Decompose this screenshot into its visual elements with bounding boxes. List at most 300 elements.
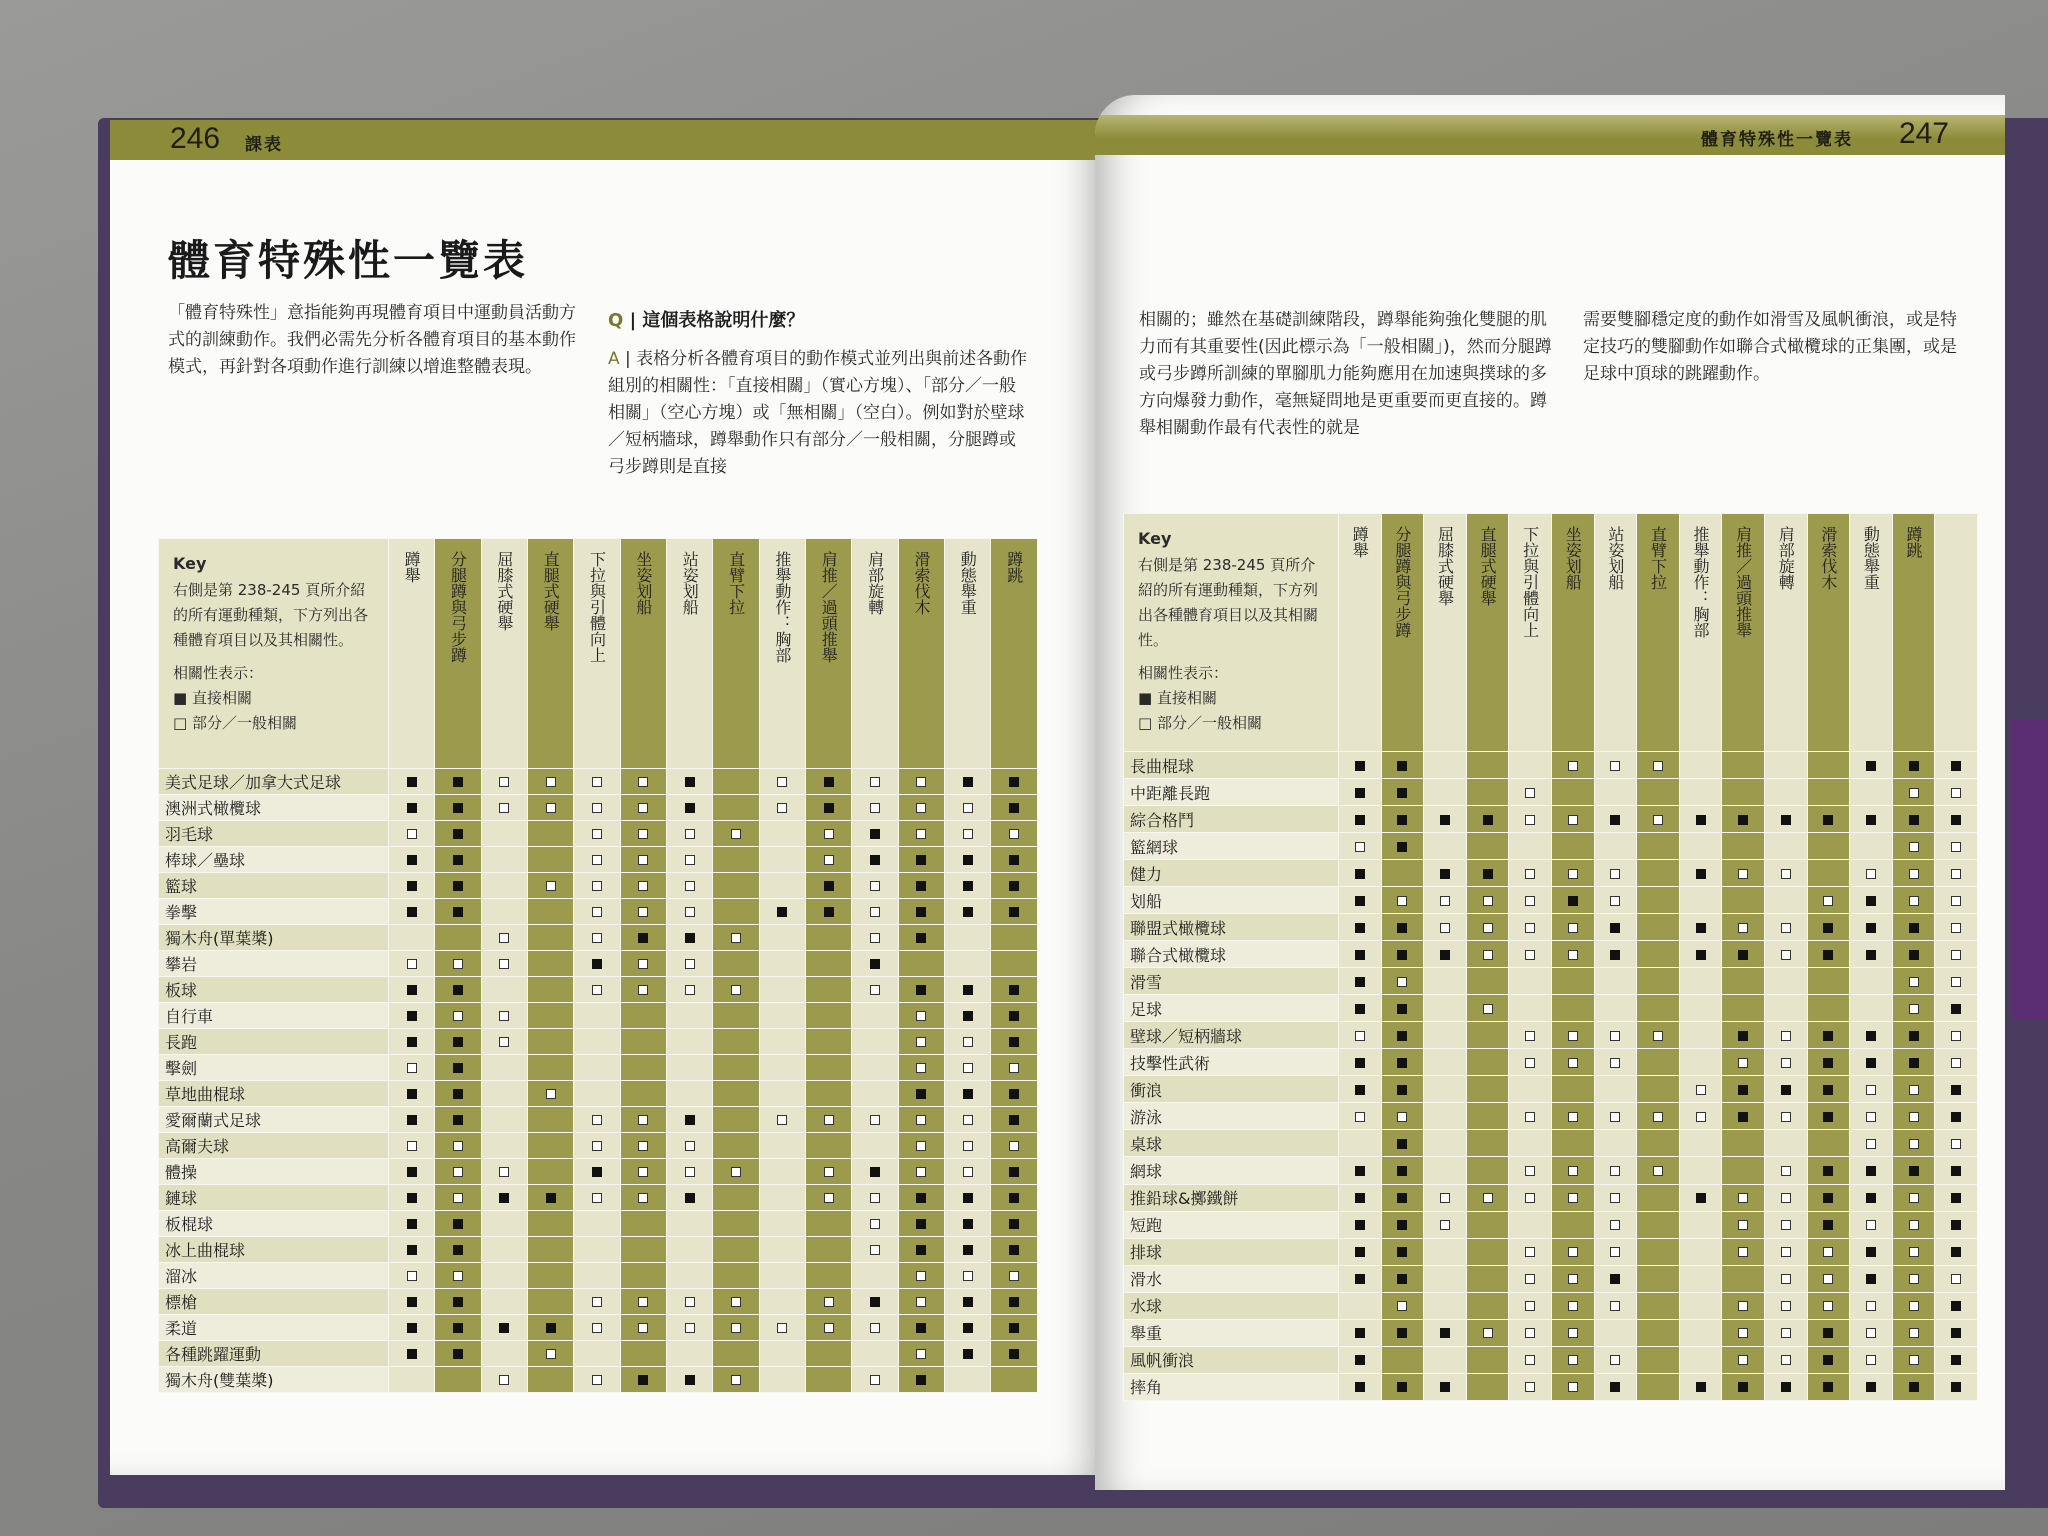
legend-direct-label: 直接相關 (191, 689, 252, 707)
relevance-cell (1594, 1103, 1637, 1130)
key-description: 右側是第 238-245 頁所介紹的所有運動種類，下方列出各種體育項目以及其相關性。 (173, 581, 369, 649)
relevance-cell (389, 1367, 435, 1393)
relevance-cell (1807, 914, 1850, 941)
legend-partial-label: 部分／一般相關 (1156, 714, 1262, 732)
relevance-cell (852, 1081, 898, 1107)
relevance-cell (852, 1367, 898, 1393)
relevance-cell (620, 795, 666, 821)
relevance-cell (1594, 995, 1637, 1022)
relevance-cell (1807, 1076, 1850, 1103)
direct-relevance-mark (499, 1323, 509, 1333)
partial-relevance-mark (1525, 1193, 1535, 1203)
direct-relevance-mark (407, 1193, 417, 1203)
partial-relevance-mark (1909, 1112, 1919, 1122)
relevance-cell (1509, 1157, 1552, 1184)
relevance-cell (528, 1029, 574, 1055)
partial-relevance-mark (638, 1141, 648, 1151)
table-row (159, 1107, 1038, 1133)
relevance-cell (435, 899, 481, 925)
column-header (620, 539, 666, 769)
relevance-cell (1637, 1211, 1680, 1238)
column-header (1850, 514, 1893, 752)
table-row (1124, 1265, 1978, 1292)
relevance-cell (1339, 968, 1382, 995)
partial-relevance-mark (1738, 1355, 1748, 1365)
partial-relevance-mark (1397, 896, 1407, 906)
direct-relevance-mark (1866, 1166, 1876, 1176)
relevance-cell (1509, 752, 1552, 779)
relevance-cell (1509, 833, 1552, 860)
relevance-cell (852, 1263, 898, 1289)
relevance-cell (1850, 1130, 1893, 1157)
relevance-cell (1551, 1022, 1594, 1049)
sport-name: 籃球 (159, 873, 389, 899)
sport-name: 棒球／壘球 (159, 847, 389, 873)
direct-relevance-mark (1009, 1115, 1019, 1125)
relevance-cell (1722, 1211, 1765, 1238)
relevance-cell (806, 925, 852, 951)
relevance-cell (1381, 1265, 1424, 1292)
partial-relevance-mark (1909, 1139, 1919, 1149)
direct-relevance-mark (1009, 1245, 1019, 1255)
relevance-cell (898, 925, 944, 951)
relevance-cell (1466, 968, 1509, 995)
relevance-cell (1679, 941, 1722, 968)
relevance-cell (898, 1341, 944, 1367)
sport-name: 柔道 (159, 1315, 389, 1341)
direct-relevance-mark (1951, 1328, 1961, 1338)
relevance-cell (389, 769, 435, 795)
relevance-cell (1551, 806, 1594, 833)
relevance-cell (945, 1367, 991, 1393)
direct-relevance-mark (1397, 1247, 1407, 1257)
relevance-cell (435, 1211, 481, 1237)
relevance-cell (1594, 1049, 1637, 1076)
relevance-cell (1509, 1292, 1552, 1319)
left-section-label: 課表 (245, 135, 283, 155)
direct-relevance-mark (453, 1063, 463, 1073)
relevance-cell (1935, 1373, 1978, 1400)
partial-relevance-mark (1483, 923, 1493, 933)
relevance-cell (1551, 1076, 1594, 1103)
relevance-cell (1764, 1373, 1807, 1400)
direct-relevance-mark (1909, 761, 1919, 771)
relevance-cell (1892, 887, 1935, 914)
relevance-cell (1339, 887, 1382, 914)
direct-relevance-mark (1951, 1112, 1961, 1122)
partial-relevance-mark (546, 1349, 556, 1359)
relevance-cell (435, 1159, 481, 1185)
direct-relevance-mark (916, 985, 926, 995)
partial-relevance-mark (1483, 1328, 1493, 1338)
table-row (1124, 1292, 1978, 1319)
sport-name: 美式足球／加拿大式足球 (159, 769, 389, 795)
relevance-cell (945, 1341, 991, 1367)
relevance-cell (1424, 1157, 1467, 1184)
relevance-cell (620, 977, 666, 1003)
column-header-label: 屈膝式硬舉 (494, 551, 514, 631)
sport-name: 綜合格鬥 (1124, 806, 1339, 833)
column-header-label: 坐姿划船 (633, 551, 653, 615)
partial-relevance-mark (1440, 1193, 1450, 1203)
partial-relevance-mark (1397, 1112, 1407, 1122)
column-header-label: 肩推／過頭推舉 (819, 551, 839, 663)
direct-relevance-mark (1610, 1274, 1620, 1284)
relevance-cell (574, 1107, 620, 1133)
partial-relevance-mark (1866, 1328, 1876, 1338)
relevance-cell (898, 1029, 944, 1055)
relevance-cell (528, 977, 574, 1003)
relevance-cell (1466, 1157, 1509, 1184)
relevance-cell (1807, 1157, 1850, 1184)
relevance-cell (759, 1003, 805, 1029)
relevance-cell (1424, 1103, 1467, 1130)
partial-relevance-mark (453, 1193, 463, 1203)
relevance-cell (481, 1107, 527, 1133)
partial-relevance-mark (453, 1271, 463, 1281)
sport-name: 各種跳躍運動 (159, 1341, 389, 1367)
relevance-cell (435, 1185, 481, 1211)
relevance-cell (574, 847, 620, 873)
sport-name: 短跑 (1124, 1211, 1339, 1238)
sport-name: 拳擊 (159, 899, 389, 925)
relevance-cell (1892, 1184, 1935, 1211)
column-header-label: 蹲舉 (1350, 526, 1370, 558)
partial-relevance-mark (638, 959, 648, 969)
relevance-cell (574, 925, 620, 951)
direct-relevance-mark (1866, 761, 1876, 771)
partial-relevance-mark (963, 803, 973, 813)
relevance-cell (1509, 860, 1552, 887)
direct-relevance-mark (916, 1193, 926, 1203)
partial-relevance-mark (1610, 1112, 1620, 1122)
relevance-cell (1594, 1076, 1637, 1103)
relevance-cell (1424, 995, 1467, 1022)
sport-name: 擊劍 (159, 1055, 389, 1081)
direct-relevance-mark (870, 1167, 880, 1177)
relevance-cell (991, 1003, 1038, 1029)
partial-relevance-mark (824, 829, 834, 839)
relevance-cell (1722, 1184, 1765, 1211)
direct-relevance-mark (1738, 1112, 1748, 1122)
key-title: Key (1138, 529, 1172, 548)
partial-relevance-mark (1951, 842, 1961, 852)
relevance-cell (574, 1367, 620, 1393)
relevance-cell (1509, 887, 1552, 914)
partial-relevance-mark (1568, 923, 1578, 933)
relevance-cell (945, 1055, 991, 1081)
partial-relevance-mark (592, 1323, 602, 1333)
direct-relevance-mark (1397, 923, 1407, 933)
table-row (159, 925, 1038, 951)
table-row (1124, 860, 1978, 887)
direct-relevance-mark (916, 881, 926, 891)
relevance-cell (713, 951, 759, 977)
relevance-cell (1807, 833, 1850, 860)
relevance-cell (1381, 1157, 1424, 1184)
relevance-cell (389, 1263, 435, 1289)
relevance-cell (481, 1315, 527, 1341)
relevance-cell (1807, 1130, 1850, 1157)
relevance-cell (1466, 1184, 1509, 1211)
partial-relevance-mark (1568, 869, 1578, 879)
table-row (1124, 752, 1978, 779)
relevance-cell (1509, 914, 1552, 941)
partial-relevance-mark (546, 803, 556, 813)
relevance-cell (1551, 833, 1594, 860)
direct-relevance-mark (1909, 1382, 1919, 1392)
column-header (435, 539, 481, 769)
relevance-cell (667, 1367, 713, 1393)
relevance-cell (1424, 833, 1467, 860)
partial-relevance-mark (407, 959, 417, 969)
relevance-cell (1381, 806, 1424, 833)
relevance-cell (620, 769, 666, 795)
relevance-cell (528, 769, 574, 795)
relevance-cell (574, 1315, 620, 1341)
relevance-cell (1892, 1211, 1935, 1238)
partial-relevance-mark (1525, 1274, 1535, 1284)
table-row (1124, 995, 1978, 1022)
partial-relevance-mark (1738, 1301, 1748, 1311)
relevance-cell (1339, 752, 1382, 779)
partial-relevance-mark (638, 1297, 648, 1307)
direct-relevance-mark (963, 1323, 973, 1333)
partial-relevance-mark (870, 881, 880, 891)
direct-relevance-mark (1823, 1382, 1833, 1392)
relevance-cell (1637, 806, 1680, 833)
direct-relevance-mark (1823, 1031, 1833, 1041)
relevance-cell (528, 899, 574, 925)
relevance-cell (1764, 995, 1807, 1022)
relevance-cell (713, 1211, 759, 1237)
relevance-cell (667, 1211, 713, 1237)
relevance-cell (1892, 806, 1935, 833)
relevance-cell (1637, 1292, 1680, 1319)
relevance-cell (1764, 941, 1807, 968)
right-section-label: 體育特殊性一覽表 (1701, 130, 1853, 150)
relevance-cell (1339, 941, 1382, 968)
relevance-cell (574, 1055, 620, 1081)
partial-relevance-mark (1568, 1193, 1578, 1203)
relevance-cell (1381, 833, 1424, 860)
relevance-cell (713, 1003, 759, 1029)
direct-relevance-mark (1909, 1166, 1919, 1176)
relevance-cell (667, 1237, 713, 1263)
partial-relevance-mark (777, 1115, 787, 1125)
relevance-cell (991, 1211, 1038, 1237)
column-header (1551, 514, 1594, 752)
partial-relevance-mark (1951, 896, 1961, 906)
relevance-cell (1679, 968, 1722, 995)
sport-name: 排球 (1124, 1238, 1339, 1265)
relevance-cell (620, 1211, 666, 1237)
relevance-cell (759, 769, 805, 795)
relevance-cell (1551, 1130, 1594, 1157)
partial-relevance-mark (1568, 1355, 1578, 1365)
direct-relevance-mark (1009, 777, 1019, 787)
direct-relevance-mark (1866, 1193, 1876, 1203)
relevance-cell (389, 899, 435, 925)
partial-relevance-mark (777, 777, 787, 787)
direct-relevance-mark (1738, 950, 1748, 960)
relevance-cell (1679, 806, 1722, 833)
direct-relevance-mark (1951, 1220, 1961, 1230)
direct-relevance-mark (1397, 1031, 1407, 1041)
partial-relevance-mark (592, 1193, 602, 1203)
relevance-cell (1509, 968, 1552, 995)
right-sports-table (1123, 513, 1978, 1401)
table-row (159, 951, 1038, 977)
relevance-cell (1551, 1211, 1594, 1238)
relevance-cell (389, 1029, 435, 1055)
partial-relevance-mark (1866, 1355, 1876, 1365)
partial-relevance-mark (1909, 1274, 1919, 1284)
partial-relevance-mark (1397, 977, 1407, 987)
direct-relevance-mark (1951, 1193, 1961, 1203)
column-header (1339, 514, 1382, 752)
partial-relevance-mark (1909, 1085, 1919, 1095)
relevance-cell (574, 821, 620, 847)
partial-relevance-mark (638, 1323, 648, 1333)
partial-relevance-mark (638, 855, 648, 865)
relevance-cell (1892, 1022, 1935, 1049)
relevance-cell (1679, 1130, 1722, 1157)
direct-relevance-mark (407, 907, 417, 917)
column-header (481, 539, 527, 769)
relevance-cell (713, 1263, 759, 1289)
relevance-cell (1892, 860, 1935, 887)
relevance-cell (528, 1289, 574, 1315)
direct-relevance-mark (1440, 1382, 1450, 1392)
answer-paragraph: A | 表格分析各體育項目的動作模式並列出與前述各動作組別的相關性：「直接相關」（實心方塊）、「部分／一般相關」（空心方塊）或「無相關」（空白）。例如對於壁球／短柄牆球，蹲舉動作只有部分／一般相關，分腿蹲或弓步蹲則是直接 (608, 349, 1028, 477)
direct-relevance-mark (453, 1219, 463, 1229)
table-row (159, 873, 1038, 899)
relevance-cell (1764, 1292, 1807, 1319)
relevance-cell (1764, 1130, 1807, 1157)
relevance-cell (574, 795, 620, 821)
partial-relevance-mark (963, 1115, 973, 1125)
column-header-label: 屈膝式硬舉 (1435, 526, 1455, 606)
partial-relevance-mark (1568, 1247, 1578, 1257)
column-header (759, 539, 805, 769)
relevance-cell (1722, 1103, 1765, 1130)
partial-relevance-mark (731, 985, 741, 995)
partial-relevance-mark (499, 1167, 509, 1177)
relevance-cell (1466, 1130, 1509, 1157)
direct-relevance-mark (1738, 815, 1748, 825)
relevance-cell (1807, 968, 1850, 995)
relevance-cell (1935, 1292, 1978, 1319)
direct-relevance-mark (916, 1375, 926, 1385)
relevance-cell (1466, 1238, 1509, 1265)
relevance-cell (1339, 1238, 1382, 1265)
partial-relevance-mark (499, 803, 509, 813)
relevance-cell (1551, 1238, 1594, 1265)
direct-relevance-mark (1738, 1031, 1748, 1041)
relevance-cell (852, 1055, 898, 1081)
direct-relevance-mark (963, 1297, 973, 1307)
direct-relevance-mark (1440, 869, 1450, 879)
sport-name: 鏈球 (159, 1185, 389, 1211)
question-marker: Q (608, 310, 624, 331)
partial-relevance-mark (546, 1089, 556, 1099)
relevance-cell (528, 1237, 574, 1263)
relevance-cell (1935, 1184, 1978, 1211)
key-box (159, 539, 389, 769)
partial-relevance-mark (1951, 788, 1961, 798)
relevance-cell (1679, 887, 1722, 914)
relevance-cell (1381, 1373, 1424, 1400)
partial-relevance-mark (1525, 1301, 1535, 1311)
sport-name: 獨木舟(雙葉槳) (159, 1367, 389, 1393)
partial-relevance-mark (1781, 923, 1791, 933)
relevance-cell (667, 1185, 713, 1211)
relevance-cell (1381, 1130, 1424, 1157)
direct-relevance-mark (1009, 1323, 1019, 1333)
partial-relevance-mark (592, 855, 602, 865)
sport-name: 羽毛球 (159, 821, 389, 847)
relevance-cell (574, 1237, 620, 1263)
relevance-cell (713, 1367, 759, 1393)
left-page (110, 120, 1105, 1475)
relevance-cell (759, 1029, 805, 1055)
direct-relevance-mark (1696, 815, 1706, 825)
partial-relevance-mark (916, 1167, 926, 1177)
relevance-cell (435, 821, 481, 847)
partial-relevance-mark (685, 855, 695, 865)
left-header-band (110, 120, 1105, 160)
relevance-cell (1381, 995, 1424, 1022)
partial-relevance-mark (1781, 950, 1791, 960)
direct-relevance-mark (1355, 1166, 1365, 1176)
column-header (991, 539, 1038, 769)
partial-relevance-mark (1009, 1271, 1019, 1281)
direct-relevance-mark (1397, 788, 1407, 798)
direct-relevance-mark (1483, 869, 1493, 879)
relevance-cell (1466, 752, 1509, 779)
relevance-cell (1850, 887, 1893, 914)
left-grid (158, 538, 1038, 1393)
question-heading: Q | 這個表格說明什麼？ (608, 310, 805, 331)
relevance-cell (620, 1003, 666, 1029)
column-header-label: 蹲舉 (402, 551, 422, 583)
relevance-cell (759, 1341, 805, 1367)
right-grid (1123, 513, 1978, 1401)
relevance-cell (481, 951, 527, 977)
legend-title: 相關性表示： (1138, 664, 1229, 682)
relevance-cell (435, 1081, 481, 1107)
relevance-cell (1339, 1265, 1382, 1292)
relevance-cell (1935, 806, 1978, 833)
relevance-cell (481, 1289, 527, 1315)
relevance-cell (435, 769, 481, 795)
partial-relevance-mark (1009, 829, 1019, 839)
partial-relevance-mark (1610, 1031, 1620, 1041)
relevance-cell (1807, 1265, 1850, 1292)
relevance-cell (1722, 833, 1765, 860)
relevance-cell (667, 1133, 713, 1159)
relevance-cell (1722, 1319, 1765, 1346)
relevance-cell (1509, 1049, 1552, 1076)
partial-relevance-mark (1525, 788, 1535, 798)
relevance-cell (898, 951, 944, 977)
direct-relevance-mark (1823, 1355, 1833, 1365)
relevance-cell (481, 925, 527, 951)
direct-relevance-mark (453, 1297, 463, 1307)
relevance-cell (481, 873, 527, 899)
partial-relevance-mark (592, 1115, 602, 1125)
